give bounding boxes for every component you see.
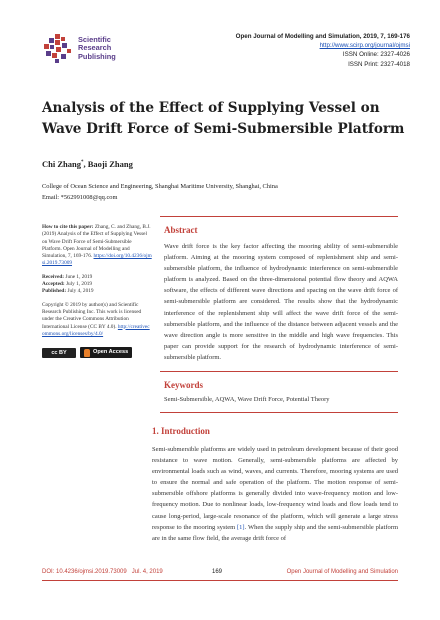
cc-by-badge[interactable]: cc BY [42, 348, 76, 358]
footer-rule [42, 580, 398, 581]
abstract-heading: Abstract [164, 225, 198, 235]
publisher-line-1: Scientific [78, 35, 111, 44]
received-value: June 1, 2019 [65, 273, 93, 280]
accepted-date [42, 281, 152, 288]
title-line-2: Wave Drift Force of Semi-Submersible Platform [42, 121, 405, 137]
keywords-rule-top [160, 371, 398, 372]
published-label: Published: [42, 288, 67, 295]
keywords-text: Semi-Submersible, AQWA, Wave Drift Force, Potential Theory [164, 396, 330, 404]
received-label: Received: [42, 273, 65, 280]
publisher-line-2: Research [78, 43, 112, 53]
dates-block [42, 274, 152, 296]
paper-title [42, 98, 412, 140]
abstract-text: Wave drift force is the key factor affecting the mooring ability of semi-submersible platform. Aiming at the mooring system composed of replenishment ship and semi-submersible platform, the influence of hydrodynamic interference on semi-submersible platform is analyzed. Based on the three-dimensional potential flow theory and AQWA software, the effects of different wave directions and spacing on the wave drift force of semi-submersible platform are considered. The results show that the hydrodynamic interference of the replenishment ship will affect the wave drift force of the semi-submersible platform, and the influence of the distance between adjacent vessels and the wave direction angle is more sensitive in the middle and high wave frequencies. This paper can provide support for the research of hydrodynamic interference of semi-submersible platform. [164, 243, 398, 361]
license-link[interactable]: http://creativecommons.org/licenses/by/4.0/ [42, 323, 150, 337]
footer-journal: Open Journal of Modelling and Simulation [286, 569, 398, 575]
title-line-1: Analysis of the Effect of Supplying Vessel on [42, 100, 380, 116]
introduction-heading: 1. Introduction [152, 426, 210, 436]
publisher-name [78, 36, 116, 61]
journal-citation: Open Journal of Modelling and Simulation, 2019, 7, 169-176 [235, 33, 410, 40]
open-access-label: Open Access [93, 349, 129, 355]
intro-text-part-2: . When the supply ship and the semi-submersible platform are in the same flow field, the average drift force of [152, 523, 399, 542]
accepted-label: Accepted: [42, 281, 65, 288]
sidebar [42, 224, 152, 358]
footer-date: Jul. 4, 2019 [131, 569, 163, 575]
open-access-badge [80, 347, 132, 358]
page-number: 169 [212, 569, 223, 575]
reference-link[interactable]: [1] [237, 523, 245, 531]
introduction-section [152, 426, 398, 544]
affiliation: College of Ocean Science and Engineering, Shanghai Maritime University, Shanghai, China [42, 183, 278, 190]
journal-info [236, 32, 410, 69]
intro-text-part-1: Semi-submersible platforms are widely used in petroleum development because of their good resistance to wave motion. Generally, semi-submersible platforms are affected by environmental loads such as wind, waves, and currents. Therefore, mooring systems are used to ensure the normal and safe operation of the platform. The motion response of semi-submersible offshore platforms is generally divided into wave-frequency motion and low-frequency motion. Due to nonlinear loads, low-frequency wind loads and flow loads tend to cause long-period, large-scale resonance of the platform, which will generate a large stress response to the mooring system [152, 446, 398, 531]
footer-doi: DOI: 10.4236/ojmsi.2019.73009 [42, 569, 127, 575]
received-date [42, 274, 152, 281]
affiliation-block [42, 182, 278, 203]
open-access-lock-icon [84, 349, 90, 357]
author-2: , Baoji Zhang [83, 159, 133, 169]
abstract-rule-top [160, 216, 398, 217]
cite-text: Zhang, C. and Zhang, B.J. (2019) Analysis of the Effect of Supplying Vessel on Wave Drift Force of Semi-Submersible Platform. Open Journal of Modelling and Simulation, 7, 169-176. [42, 224, 151, 260]
author-email: Email: *562991008@qq.com [42, 193, 118, 201]
publisher-logo-icon [42, 33, 74, 65]
published-value: July 4, 2019 [67, 288, 94, 295]
main-column [160, 216, 398, 413]
journal-url-link[interactable]: http://www.scirp.org/journal/ojmsi [319, 42, 410, 50]
keywords-heading: Keywords [164, 380, 203, 391]
cite-label: How to cite this paper: [42, 224, 94, 230]
keywords-rule-bottom [160, 412, 398, 413]
copyright-text: Copyright © 2019 by author(s) and Scientific Research Publishing Inc. This work is licensed under the Creative Commons Attribution International License (CC BY 4.0). [42, 301, 142, 330]
author-1: Chi Zhang [42, 159, 81, 169]
citation-block [42, 224, 152, 268]
license-badges [42, 347, 132, 358]
publisher-line-3: Publishing [78, 51, 116, 61]
publisher-logo [42, 33, 172, 67]
issn-online: ISSN Online: 2327-4026 [342, 51, 410, 59]
published-date [42, 288, 152, 295]
copyright-block [42, 302, 152, 338]
introduction-text [152, 444, 398, 544]
authors: Chi Zhang*, Baoji Zhang [42, 159, 133, 169]
footer-doi-date [42, 569, 163, 575]
cite-doi-link[interactable]: https://doi.org/10.4236/ojmsi.2019.73009 [42, 253, 152, 267]
issn-print: ISSN Print: 2327-4018 [348, 60, 410, 68]
accepted-value: July 1, 2019 [65, 281, 93, 288]
